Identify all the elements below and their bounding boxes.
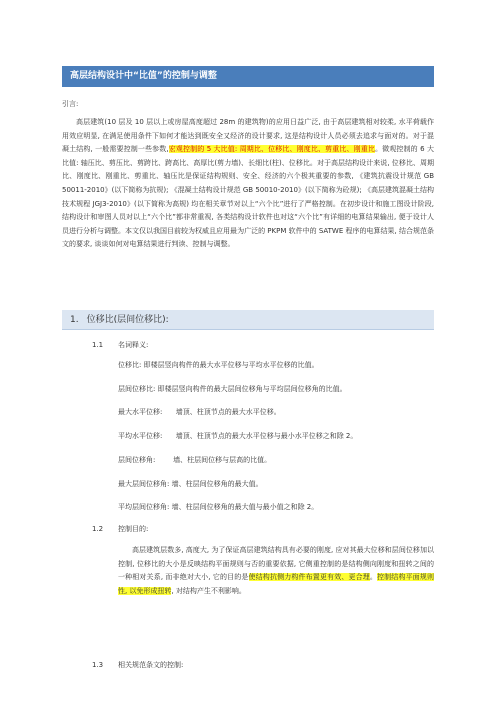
section-1-heading (62, 310, 434, 330)
purpose-highlight-2: 控制结构平面规则性, 以免形成扭转 (118, 573, 435, 595)
intro-highlight: 宏观控制的 5 大比值: 周期比、位移比、刚度比、剪重比、刚重比 (168, 145, 376, 154)
subsection-1-2-number: 1.2 (92, 525, 104, 533)
definition-line: 层间位移角: 墙、柱层间位移与层高的比值。 (118, 456, 272, 464)
subsection-1-2 (92, 524, 148, 534)
purpose-text-mid: 。 (369, 573, 378, 582)
definition-line: 平均层间位移角: 墙、柱层间位移角的最大值与最小值之和除 2。 (118, 503, 319, 511)
intro-label: 引言: (62, 100, 79, 108)
subsection-1-3 (92, 660, 183, 670)
definition-line: 最大水平位移: 墙顶、柱顶节点的最大水平位移。 (118, 408, 281, 416)
subsection-1-1-number: 1.1 (92, 341, 104, 349)
purpose-highlight-1: 使结构抗侧力构件布置更有效、更合理 (248, 573, 370, 582)
purpose-text-a: 高层建筑层数多, 高度大, 为了保证高层建筑结构具有必要的刚度, 应对其最大位移和层间位移加以控制, 位移比的大小是反映结构平面规则与否的重要依据, 它侧重控制的是结构侧向刚度和扭转之间的一种相对关系, 而非绝对大小, 它的目的是 (118, 546, 434, 582)
document-title: 高层结构设计中“比值”的控制与调整 (62, 66, 434, 87)
subsection-1-2-label: 控制目的: (118, 525, 149, 533)
purpose-text-b: , 对结构产生不利影响。 (171, 586, 246, 595)
definition-line: 位移比: 即楼层竖向构件的最大水平位移与平均水平位移的比值。 (118, 361, 319, 369)
subsection-1-1 (92, 340, 148, 350)
section-1-title: 位移比(层间位移比): (86, 315, 169, 325)
intro-paragraph (62, 116, 434, 252)
subsection-1-1-label: 名词释义: (118, 341, 149, 349)
section-1-number: 1. (70, 315, 79, 325)
definition-line: 平均水平位移: 墙顶、柱顶节点的最大水平位移与最小水平位移之和除 2。 (118, 432, 358, 440)
subsection-1-3-label: 相关规范条文的控制: (118, 661, 184, 669)
intro-text-a: 高层建筑(10 层及 10 层以上或房屋高度超过 28m 的建筑物)的应用日益广泛, 由于高层建筑相对较柔, 水平荷载作用效应明显, 在满足使用条件下如何才能达到既安全又经济的设计要求, 这是结构设计人员必须去追求与面对的。对于混凝土结构, 一般需要控制一些参数, (62, 118, 434, 154)
definition-line: 层间位移比: 即楼层竖向构件的最大层间位移角与平均层间位移角的比值。 (118, 385, 347, 393)
intro-text-b: 。微观控制的 6 大比值: 轴压比、剪压比、剪跨比、跨高比、高厚比(剪力墙)、长细比(柱)、位移比。对于高层结构设计来说, 位移比、周期比、刚度比、刚重比、剪重比、轴压比是保证结构规则、安全、经济的六个极其重要的参数, 《建筑抗震设计规范 GB 50011-2010》(以下简称为抗规); 《混凝土结构设计规范 GB 50010-2010》(以下简称为砼规); 《高层建筑混凝土结构技术规程 JGJ3-2010》(以下简称为高规) 均在相关章节对以上“六个比”进行了严格控制。在初步设计和施工图设计阶段, 结构设计和审图人员对以上“六个比”都非常重视, 各类结构设计软件也对这“六个比”有详细的电算结果输出, 便于设计人员进行分析与调整。本文仅以我国目前较为权威且应用最为广泛的 PKPM 软件中的 SATWE 程序的电算结果, 结合规范条文的要求, 谈谈如何对电算结果进行判读、控制与调整。 (62, 145, 434, 249)
control-purpose-paragraph (118, 544, 434, 598)
subsection-1-3-number: 1.3 (92, 661, 104, 669)
definition-line: 最大层间位移角: 墙、柱层间位移角的最大值。 (118, 480, 263, 488)
